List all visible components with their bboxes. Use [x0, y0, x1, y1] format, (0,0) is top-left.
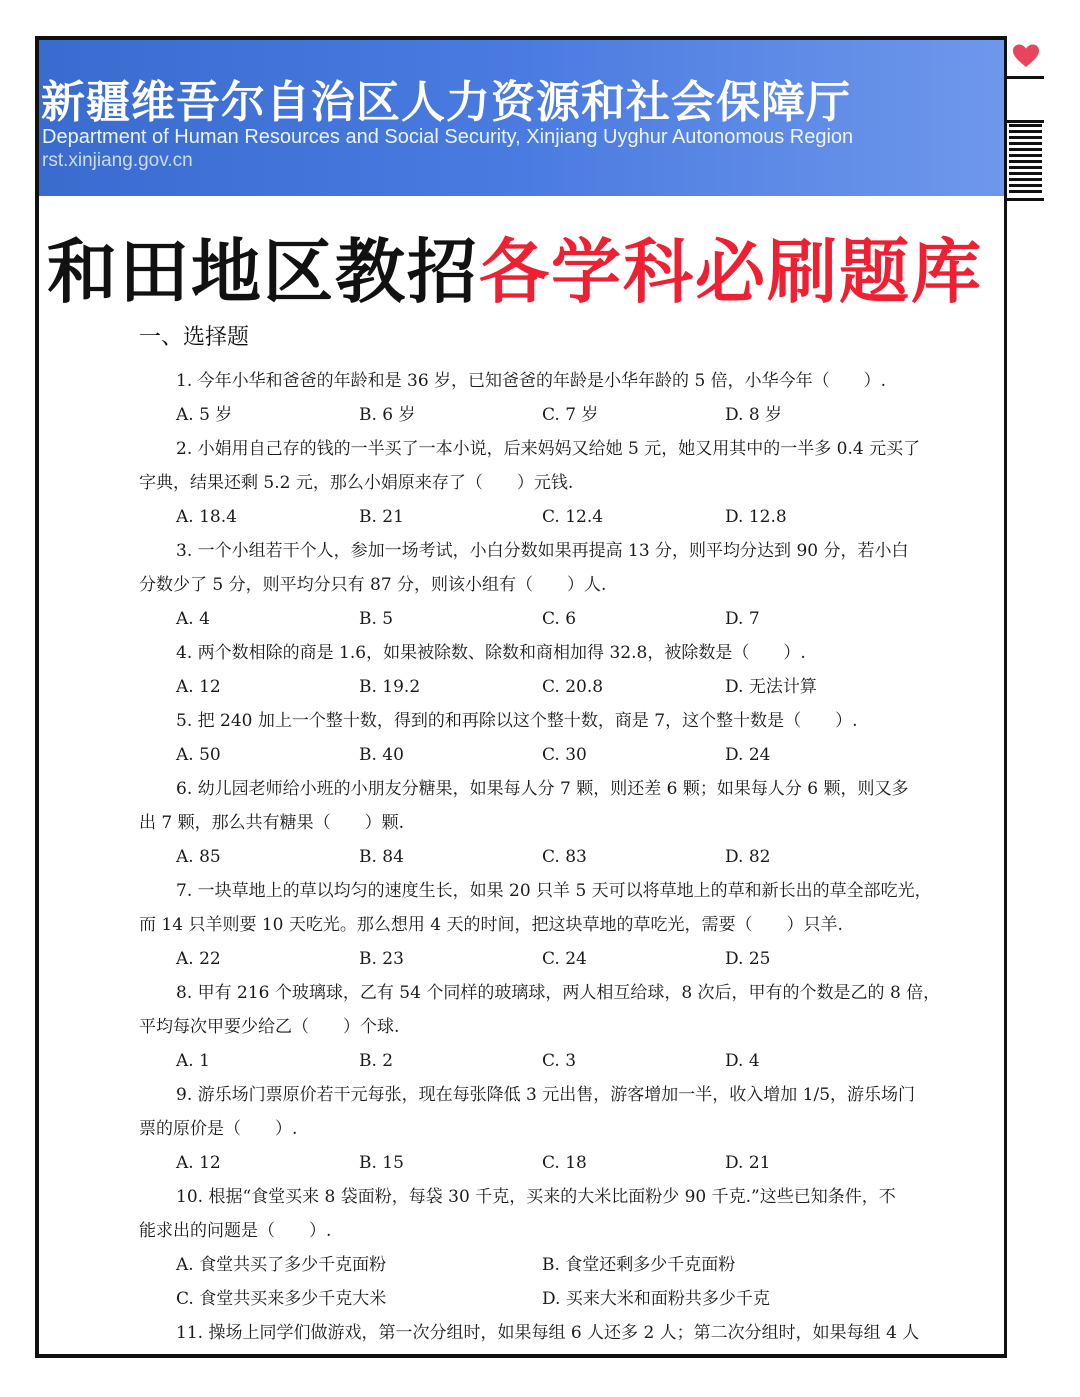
question-text: 11. 操场上同学们做游戏，第一次分组时，如果每组 6 人还多 2 人；第二次分组时，如果每组 4 人: [176, 1323, 920, 1343]
headline-red: 各学科必刷题库: [479, 231, 983, 313]
option-row: [139, 840, 969, 874]
option: B. 40: [359, 745, 404, 765]
option: C. 6: [542, 609, 577, 629]
option: B. 19.2: [359, 677, 421, 697]
question-text: 3. 一个小组若干个人，参加一场考试，小白分数如果再提高 13 分，则平均分达到 90 分，若小白: [176, 541, 909, 561]
option-row: [139, 942, 969, 976]
option: D. 82: [725, 847, 771, 867]
option: D. 4: [725, 1051, 760, 1071]
option: A. 50: [176, 745, 221, 765]
option: C. 20.8: [542, 677, 604, 697]
blank-box: [1007, 76, 1044, 123]
option: B. 21: [359, 507, 404, 527]
option: A. 22: [176, 949, 221, 969]
question-text-cont: 能求出的问题是（ ）.: [139, 1221, 332, 1241]
question-text: 8. 甲有 216 个玻璃球，乙有 54 个同样的玻璃球，两人相互给球，8 次后，甲有的个数是乙的 8 倍，: [176, 983, 941, 1003]
option: C. 食堂共买来多少千克大米: [176, 1289, 387, 1309]
question-text: 5. 把 240 加上一个整十数，得到的和再除以这个整十数，商是 7，这个整十数是（ ）.: [176, 711, 858, 731]
question-text: 2. 小娟用自己存的钱的一半买了一本小说，后来妈妈又给她 5 元，她又用其中的一半多 0.4 元买了: [176, 439, 921, 459]
option: B. 5: [359, 609, 394, 629]
option: B. 食堂还剩多少千克面粉: [542, 1255, 736, 1275]
option: D. 21: [725, 1153, 771, 1173]
option: B. 23: [359, 949, 404, 969]
question-list: [139, 364, 969, 1350]
option-row: [139, 1044, 969, 1078]
question-text-cont: 字典，结果还剩 5.2 元，那么小娟原来存了（ ）元钱.: [139, 473, 574, 493]
option: D. 24: [725, 745, 771, 765]
page-headline: [47, 216, 983, 317]
option: C. 24: [542, 949, 587, 969]
option: A. 12: [176, 1153, 221, 1173]
option-row: [139, 1282, 969, 1316]
banner-title-en: Department of Human Resources and Social Security, Xinjiang Uyghur Autonomous Region: [42, 126, 854, 148]
question-text-cont: 平均每次甲要少给乙（ ）个球.: [139, 1017, 400, 1037]
question-text: 6. 幼儿园老师给小班的小朋友分糖果，如果每人分 7 颗，则还差 6 颗；如果每人分 6 颗，则又多: [176, 779, 909, 799]
option-row: [139, 398, 969, 432]
option: A. 5 岁: [176, 405, 233, 425]
option: D. 买来大米和面粉共多少千克: [542, 1289, 770, 1309]
header-banner: [39, 40, 1008, 196]
option: D. 无法计算: [725, 677, 817, 697]
option: D. 7: [725, 609, 760, 629]
heart-icon: [1012, 43, 1040, 69]
document-frame: [35, 36, 1042, 1358]
option: A. 食堂共买了多少千克面粉: [176, 1255, 387, 1275]
option: A. 12: [176, 677, 221, 697]
option: B. 6 岁: [359, 405, 416, 425]
option-row: [139, 1146, 969, 1180]
question-text: 4. 两个数相除的商是 1.6，如果被除数、除数和商相加得 32.8，被除数是（ ）.: [176, 643, 806, 663]
option: A. 85: [176, 847, 221, 867]
banner-title-zh: 新疆维吾尔自治区人力资源和社会保障厅: [41, 77, 851, 128]
option: C. 7 岁: [542, 405, 599, 425]
question-text-cont: 而 14 只羊则要 10 天吃光。那么想用 4 天的时间，把这块草地的草吃光，需要（ ）只羊.: [139, 915, 843, 935]
heart-box[interactable]: [1007, 36, 1044, 79]
option-row: [139, 602, 969, 636]
sidebar-divider: [1007, 198, 1044, 201]
option: A. 18.4: [176, 507, 237, 527]
option: B. 15: [359, 1153, 404, 1173]
option: D. 12.8: [725, 507, 787, 527]
option-row: [139, 500, 969, 534]
option: D. 25: [725, 949, 771, 969]
option: C. 30: [542, 745, 587, 765]
option-row: [139, 738, 969, 772]
option: C. 3: [542, 1051, 577, 1071]
option: D. 8 岁: [725, 405, 783, 425]
option: A. 4: [176, 609, 210, 629]
banner-url: rst.xinjiang.gov.cn: [42, 150, 193, 171]
option: B. 2: [359, 1051, 394, 1071]
side-decoration: [1004, 36, 1044, 1358]
option: C. 83: [542, 847, 587, 867]
option: A. 1: [176, 1051, 210, 1071]
question-text: 10. 根据“食堂买来 8 袋面粉，每袋 30 千克，买来的大米比面粉少 90 千克.”这些已知条件，不: [176, 1187, 896, 1207]
option-row: [139, 1248, 969, 1282]
section-title: 一、选择题: [139, 325, 250, 350]
question-text-cont: 分数少了 5 分，则平均分只有 87 分，则该小组有（ ）人.: [139, 575, 607, 595]
option: C. 12.4: [542, 507, 604, 527]
option: C. 18: [542, 1153, 587, 1173]
question-text: 9. 游乐场门票原价若干元每张，现在每张降低 3 元出售，游客增加一半，收入增加 1/5，游乐场门: [176, 1085, 916, 1105]
question-text: 1. 今年小华和爸爸的年龄和是 36 岁，已知爸爸的年龄是小华年龄的 5 倍，小华今年（ ）.: [176, 371, 887, 391]
barcode-stripes: [1009, 124, 1042, 196]
question-text: 7. 一块草地上的草以均匀的速度生长，如果 20 只羊 5 天可以将草地上的草和新长出的草全部吃光，: [176, 881, 932, 901]
headline-black: 和田地区教招: [47, 231, 479, 313]
option-row: [139, 670, 969, 704]
option: B. 84: [359, 847, 404, 867]
question-text-cont: 出 7 颗，那么共有糖果（ ）颗.: [139, 813, 405, 833]
question-text-cont: 票的原价是（ ）.: [139, 1119, 298, 1139]
